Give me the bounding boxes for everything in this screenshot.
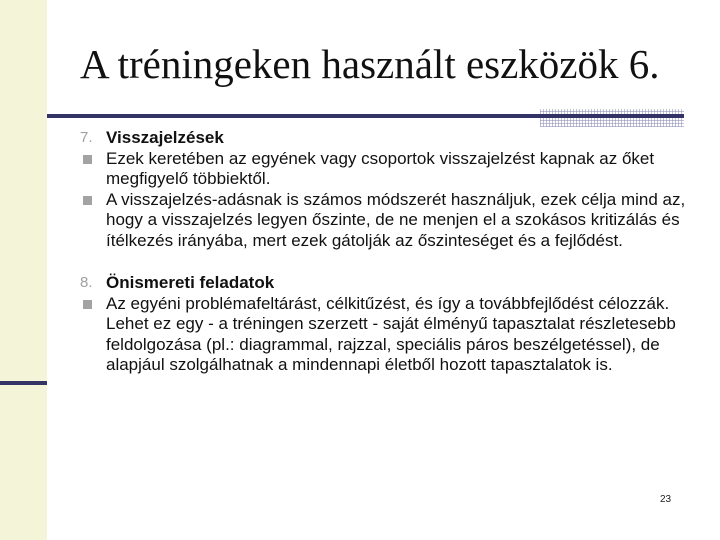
page-number: 23: [660, 494, 672, 505]
square-bullet-icon: [83, 196, 92, 205]
section-heading: Visszajelzések: [106, 128, 224, 147]
section-spacer: [80, 251, 690, 273]
slide-title: A tréningeken használt eszközök 6.: [80, 41, 660, 87]
side-accent-rule: [0, 381, 47, 385]
bullet-item: [80, 190, 690, 252]
side-band: [0, 0, 47, 540]
bullet-item: [80, 149, 690, 190]
section-number: 8.: [80, 274, 93, 291]
bullet-text: A visszajelzés-adásnak is számos módszerét használjuk, ezek célja mind az, hogy a visszajelzés legyen őszinte, de ne menjen el a szokásos kritizálás és ítélkezés irányába, mert ezek gátolják az őszinteséget és a fejlődést.: [106, 189, 686, 250]
bullet-text: Ezek keretében az egyének vagy csoportok visszajelzést kapnak az őket megfigyelő többiektől.: [106, 148, 655, 188]
bullet-text: Az egyéni problémafeltárást, célkitűzést, és így a továbbfejlődést célozzák. Lehet ez egy - a tréningen szerzett - saját élményű tapasztalat részletesebb feldolgozása (pl.: diagrammal, rajzzal, speciális páros beszélgetéssel), de alapjául szolgálhatnak a mindennapi életből hozott tapasztalatok is.: [106, 293, 676, 374]
square-bullet-icon: [83, 155, 92, 164]
slide-body: [80, 128, 690, 376]
bullet-item: [80, 294, 690, 376]
square-bullet-icon: [83, 300, 92, 309]
section-heading-item: [80, 273, 690, 294]
section-heading-item: [80, 128, 690, 149]
title-underline-rule: [47, 114, 684, 118]
section-heading: Önismereti feladatok: [106, 273, 275, 292]
section-number: 7.: [80, 129, 93, 146]
title-pattern-decoration: [540, 109, 684, 127]
